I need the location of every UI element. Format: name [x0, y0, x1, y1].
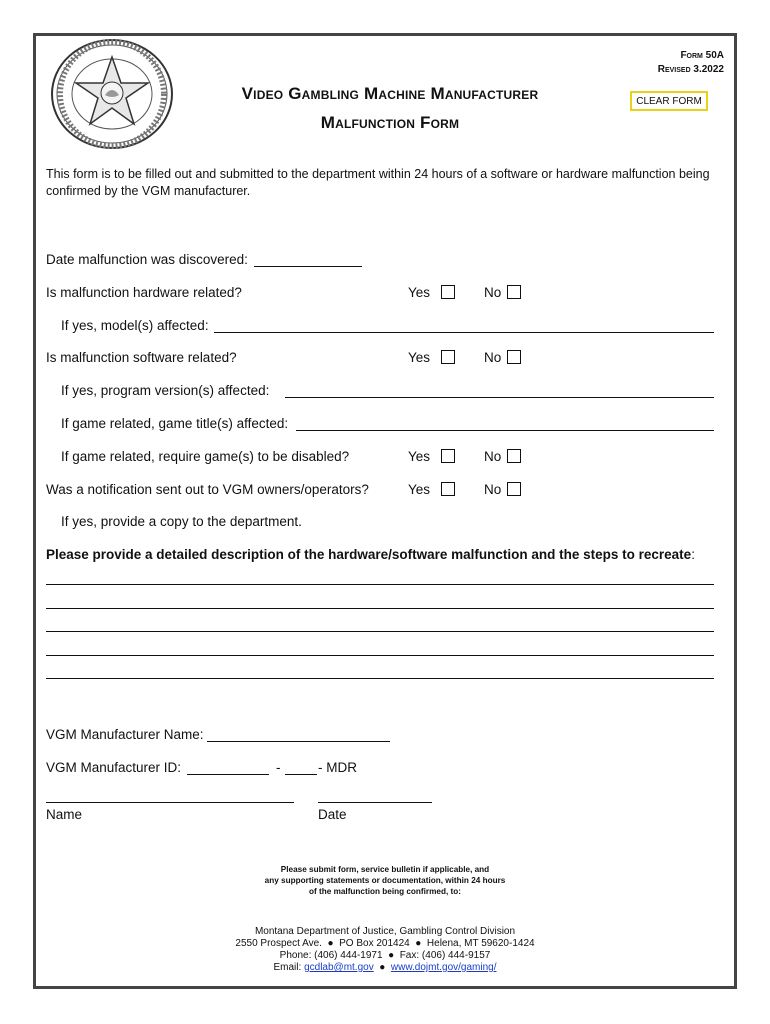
software-yes-label: Yes — [408, 350, 431, 365]
description-prompt — [46, 546, 695, 564]
form-title-line2: Malfunction Form — [320, 113, 460, 132]
disabled-yes-label: Yes — [408, 449, 431, 464]
date-discovered-field[interactable] — [254, 266, 362, 267]
hardware-related-label: Is malfunction hardware related? — [46, 285, 242, 300]
hardware-no-label: No — [484, 285, 502, 300]
signature-name-label: Name — [46, 807, 83, 822]
manufacturer-id-field-1[interactable] — [187, 774, 269, 775]
notification-sent-label: Was a notification sent out to VGM owners/operators? — [46, 482, 369, 497]
notification-no-checkbox[interactable] — [507, 482, 521, 496]
address-pobox: PO Box 201424 — [339, 938, 410, 949]
provide-copy-note: If yes, provide a copy to the department. — [61, 514, 302, 529]
clear-form-button[interactable]: CLEAR FORM — [630, 91, 708, 111]
software-yes-checkbox[interactable] — [441, 350, 455, 364]
description-line-5[interactable] — [46, 678, 714, 679]
form-revised-date: Revised 3.2022 — [657, 64, 724, 75]
form-instructions: This form is to be filled out and submitted to the department within 24 hours of a software or hardware malfunction being confirmed by the VGM manufacturer. — [46, 167, 710, 198]
notification-yes-label: Yes — [408, 482, 431, 497]
address-phone-line — [0, 950, 770, 962]
address-street: 2550 Prospect Ave. — [235, 938, 322, 949]
manufacturer-id-field-2[interactable] — [285, 774, 317, 775]
description-line-3[interactable] — [46, 631, 714, 632]
game-titles-field[interactable] — [296, 430, 714, 431]
disabled-no-label: No — [484, 449, 502, 464]
address-phone: Phone: (406) 444-1971 — [279, 950, 383, 961]
disabled-no-checkbox[interactable] — [507, 449, 521, 463]
hardware-no-checkbox[interactable] — [507, 285, 521, 299]
address-email-line — [0, 962, 770, 974]
form-title-line1: Video Gambling Machine Manufacturer — [241, 84, 539, 103]
doj-seal-icon — [47, 35, 177, 153]
game-titles-label: If game related, game title(s) affected: — [61, 416, 289, 431]
software-no-label: No — [484, 350, 502, 365]
models-affected-label: If yes, model(s) affected: — [61, 318, 209, 333]
address-city: Helena, MT 59620-1424 — [426, 938, 535, 949]
description-prompt-text: Please provide a detailed description of the hardware/software malfunction and the steps to recreate — [46, 547, 692, 562]
bullet-icon: ● — [379, 962, 386, 973]
models-affected-field[interactable] — [214, 332, 714, 333]
manufacturer-id-label: VGM Manufacturer ID: — [46, 760, 182, 775]
require-disabled-label: If game related, require game(s) to be disabled? — [61, 449, 350, 464]
address-org: Montana Department of Justice, Gambling Control Division — [254, 926, 516, 937]
address-street-line — [0, 938, 770, 950]
website-link[interactable]: www.dojmt.gov/gaming/ — [390, 962, 497, 973]
footer-line-1: Please submit form, service bulletin if applicable, and — [280, 865, 490, 874]
manufacturer-id-suffix: - MDR — [318, 760, 357, 775]
email-link[interactable]: gcdlab@mt.gov — [304, 962, 374, 973]
notification-yes-checkbox[interactable] — [441, 482, 455, 496]
email-label: Email: — [273, 962, 302, 973]
footer-line-2: any supporting statements or documentation, within 24 hours — [264, 876, 506, 885]
software-related-label: Is malfunction software related? — [46, 350, 237, 365]
description-line-4[interactable] — [46, 655, 714, 656]
signature-date-label: Date — [318, 807, 347, 822]
manufacturer-name-field[interactable] — [207, 741, 390, 742]
disabled-yes-checkbox[interactable] — [441, 449, 455, 463]
program-versions-label: If yes, program version(s) affected: — [61, 383, 270, 398]
signature-name-field[interactable] — [46, 802, 294, 803]
date-discovered-label: Date malfunction was discovered: — [46, 252, 248, 267]
description-line-1[interactable] — [46, 584, 714, 585]
address-fax: Fax: (406) 444-9157 — [399, 950, 491, 961]
bullet-icon: ● — [415, 938, 422, 949]
form-number: Form 50A — [680, 50, 724, 61]
program-versions-field[interactable] — [285, 397, 714, 398]
notification-no-label: No — [484, 482, 502, 497]
software-no-checkbox[interactable] — [507, 350, 521, 364]
hardware-yes-label: Yes — [408, 285, 431, 300]
manufacturer-name-label: VGM Manufacturer Name: — [46, 727, 204, 742]
description-prompt-colon: : — [691, 547, 695, 562]
bullet-icon: ● — [388, 950, 395, 961]
description-line-2[interactable] — [46, 608, 714, 609]
bullet-icon: ● — [327, 938, 334, 949]
signature-date-field[interactable] — [318, 802, 432, 803]
footer-line-3: of the malfunction being confirmed, to: — [309, 887, 461, 896]
hardware-yes-checkbox[interactable] — [441, 285, 455, 299]
manufacturer-id-dash: - — [276, 760, 281, 775]
